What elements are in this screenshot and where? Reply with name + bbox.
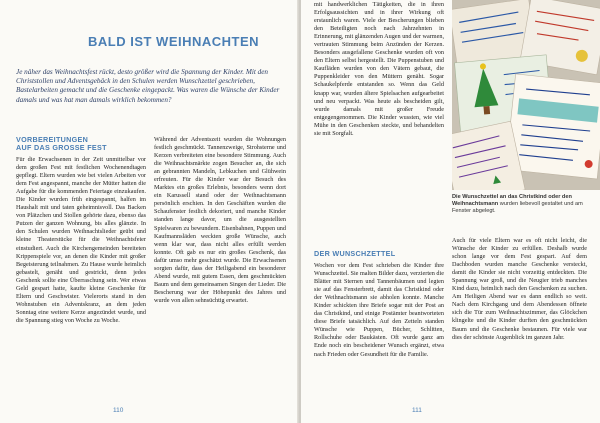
column-1-body: Für die Erwachsenen in der Zeit unmittelbar vor dem großen Fest mit festlichen Wochenendtagen gepflegt. Eltern wurden wie bei vielen Arbeiten vor dem Fest angespannt, manche der Mütter hatten die Aufgabe für die kommenden Feiertage einzukaufen. Die Kinder wurden früh eingespannt, halfen im Haushalt mit und taten geheimnisvoll. Das Backen von Plätzchen und Stollen gehörte dazu, ebenso das Putzen der ganzen Wohnung, bis alles glänzte. In den Schulen wurden Weihnachtslieder geübt und kleine Theaterstücke für die Weihnachtsfeier einstudiert. Auch die Kirchengemeinden bereiteten Krippenspiele vor, an denen die Kinder mit großer Begeisterung teilnahmen. Zu Hause wurde heimlich gebastelt, genäht und gestrickt, denn jedes Geschenk sollte eine Überraschung sein. Wer etwas Geld gespart hatte, kaufte kleine Geschenke für Eltern und Geschwister. Vielerorts stand in den Wohnstuben ein Adventskranz, an dem jeden Sonntag eine weitere Kerze angezündet wurde, und die Spannung stieg von Woche zu Woche. — [16, 156, 146, 324]
photo-caption — [452, 194, 594, 215]
column-4-body: Auch für viele Eltern war es oft nicht leicht, die Wünsche der Kinder zu erfüllen. Deshalb wurde schon lange vor dem Fest gespart. Auf dem Dachboden wurden manche Geschenke versteckt, damit die Kinder sie nicht vorzeitig entdeckten. Die Spannung war groß, und die Neugier trieb manches Kind dazu, heimlich nach den Geschenken zu suchen. Am Heiligen Abend war es dann endlich so weit. Nach dem Kirchgang und dem Abendessen öffnete sich die Tür zum Weihnachtszimmer, das Glöckchen klingelte und die Kinder durften den geschmückten Baum und die Geschenke bestaunen. Für viele war dies der schönste Augenblick im ganzen Jahr. — [452, 237, 587, 341]
text-column-2 — [154, 136, 286, 408]
section-title-line-1: VORBEREITUNGEN — [16, 136, 89, 144]
text-column-3-lower — [314, 250, 444, 408]
left-page — [0, 0, 299, 423]
section-title-line-2: AUF DAS GROSSE FEST — [16, 143, 107, 152]
column-2-body: Während der Adventszeit wurden die Wohnungen festlich geschmückt. Tannenzweige, Strohsterne und Kerzen verbreiteten eine besondere Stimmung. Auch die Weihnachtsmärkte zogen Besucher an, die sich an gebrannten Mandeln, Lebkuchen und Glühwein erfreuten. Für die Kinder war der Besuch des Marktes ein großes Erlebnis, besonders wenn dort ein Karussell stand oder der Weihnachtsmann persönlich erschien. In den Geschäften wurden die Schaufenster festlich dekoriert, und manche Kinder standen lange davor, um die ausgestellten Spielwaren zu bewundern. Eisenbahnen, Puppen und Kaufmannsläden weckten große Wünsche, auch wenn klar war, dass nicht alles erfüllt werden konnte. Oft gab es nur ein großes Geschenk, das dafür umso mehr geschätzt wurde. Die Erwachsenen sorgten dafür, dass der Heiligabend ein besonderer Abend wurde, mit gutem Essen, dem geschmückten Baum und dem gemeinsamen Singen der Lieder. Die Bescherung war der Höhepunkt des Jahres und wurde von allen sehnsüchtig erwartet. — [154, 136, 286, 304]
page-number-left: 110 — [113, 407, 124, 414]
text-column-3 — [314, 0, 444, 220]
text-column-1 — [16, 136, 146, 408]
right-page — [301, 0, 600, 423]
section-heading-preparations — [16, 136, 146, 152]
article-headline: BALD IST WEIHNACHTEN — [88, 34, 260, 49]
photo-caption-rest: wurden liebevoll gestaltet und am Fenster abgelegt. — [452, 201, 583, 214]
page-number-right: 111 — [412, 407, 422, 414]
photo-caption-bold: Die Wunschzettel an das Christkind oder den Weihnachtsmann — [452, 194, 572, 207]
text-column-4 — [452, 237, 587, 408]
section-title-wish-list: DER WUNSCHZETTEL — [314, 250, 396, 258]
column-3-lower-body: Wochen vor dem Fest schrieben die Kinder ihre Wunschzettel. Sie malten Bilder dazu, verzierten die Blätter mit Sternen und Tannenbäumen und legten sie auf das Fensterbrett, damit das Christkind oder der Weihnachtsmann sie abholen konnte. Manche Kinder schickten ihre Briefe sogar mit der Post an das Christkind, und einige Postämter beantworteten diese Briefe tatsächlich. Auf den Zetteln standen Wünsche wie Puppen, Bücher, Schlitten, Rollschuhe oder Baukästen. Oft wurde ganz am Ende noch ein bescheidener Wunsch ergänzt, etwa nach Frieden oder Gesundheit für die Familie. — [314, 262, 444, 358]
wish-letters-photo — [452, 0, 600, 190]
column-3-body: mit handwerklichen Tätigkeiten, die in ihren Erfolgsaussichten und in ihrer Wirkung oft erstaunlich waren. Viele der Bescherungen blieben den Beteiligten noch nach Jahrzehnten in Erinnerung, mit glänzenden Augen und der warmen, vertrauten Stimmung beim Anzünden der Kerzen. Besonders ausgefallene Geschenke wurden oft von den Eltern selbst hergestellt. Die Puppenstuben und Kaufläden wurden von den Vätern gebaut, die Puppenkleider von den Müttern genäht. Sogar Schaukelpferde entstanden so. Wenn das Geld knapp war, wurden ältere Spielsachen aufgearbeitet und neu verpackt. Was heute als bescheiden gilt, wurde damals mit großer Freude entgegengenommen. Die Kinder wussten, wie viel Mühe in den Geschenken steckte, und behandelten sie mit Sorgfalt. — [314, 1, 444, 137]
article-intro: Je näher das Weihnachtsfest rückt, desto größer wird die Spannung der Kinder. Mit den Christstollen und Adventsgebäck in den Schulen werden Wunschzettel geschrieben, Bastelarbeiten gemacht und die Geschenke eingepackt. Was waren die Wünsche der Kinder damals und was hat man damals wirklich bekommen? — [16, 68, 280, 104]
